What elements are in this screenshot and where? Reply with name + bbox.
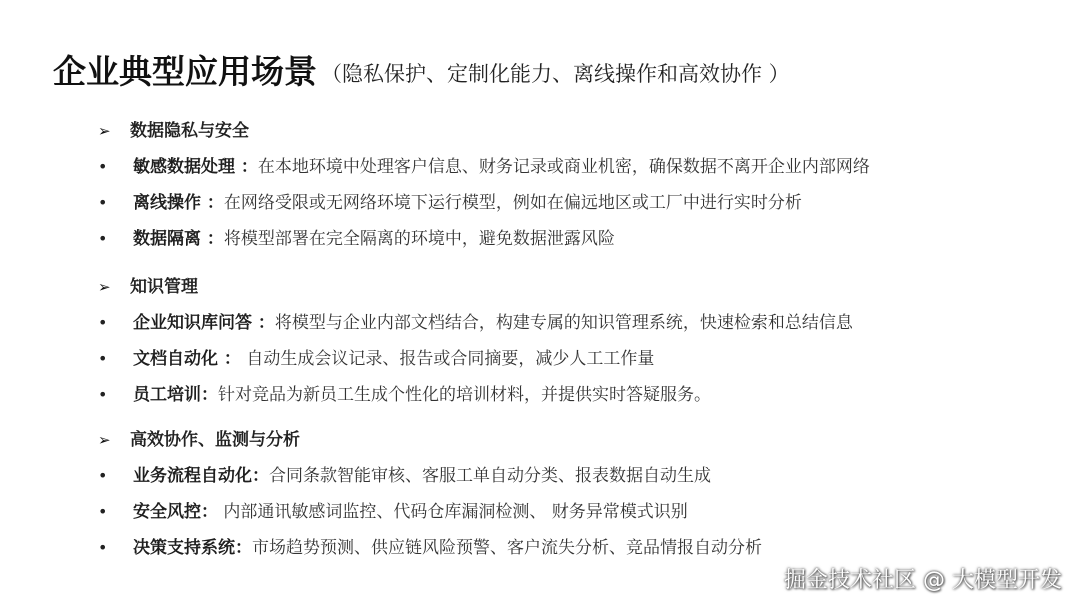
item-description: 合同条款智能审核、客服工单自动分类、报表数据自动生成 <box>269 466 711 486</box>
list-item-text <box>133 530 762 566</box>
list-item <box>98 530 1060 566</box>
dot-bullet-icon: • <box>98 313 108 332</box>
section-knowledge-management <box>98 269 1060 413</box>
item-label: 安全风控： <box>133 502 218 522</box>
section-heading <box>98 269 1060 305</box>
list-item-text <box>133 458 711 494</box>
item-label: 敏感数据处理 ： <box>133 157 258 177</box>
list-item-text <box>133 305 853 341</box>
section-heading-text: 高效协作、监测与分析 <box>130 430 300 450</box>
dot-bullet-icon: • <box>98 193 108 212</box>
item-label: 员工培训： <box>133 385 218 405</box>
item-description: 在本地环境中处理客户信息、财务记录或商业机密，确保数据不离开企业内部网络 <box>257 157 870 177</box>
item-label: 文档自动化 ： <box>133 349 241 369</box>
section-data-privacy <box>98 113 1060 257</box>
item-description: 内部通讯敏感词监控、代码仓库漏洞检测、 财务异常模式识别 <box>218 502 688 522</box>
item-label: 数据隔离 ： <box>133 229 224 249</box>
dot-bullet-icon: • <box>98 502 108 521</box>
list-item <box>98 494 1060 530</box>
dot-bullet-icon: • <box>98 385 108 404</box>
list-item-text <box>133 149 870 185</box>
list-item-text <box>133 221 615 257</box>
item-description: 自动生成会议记录、报告或合同摘要，减少人工工作量 <box>240 349 655 369</box>
page-subtitle: （隐私保护、定制化能力、离线操作和高效协作 ） <box>321 62 790 86</box>
item-description: 将模型与企业内部文档结合，构建专属的知识管理系统，快速检索和总结信息 <box>274 313 853 333</box>
item-description: 在网络受限或无网络环境下运行模型，例如在偏远地区或工厂中进行实时分析 <box>223 193 802 213</box>
list-item <box>98 185 1060 221</box>
item-label: 离线操作 ： <box>133 193 224 213</box>
section-heading <box>98 422 1060 458</box>
item-description: 针对竞品为新员工生成个性化的培训材料，并提供实时答疑服务。 <box>218 385 711 405</box>
item-description: 市场趋势预测、供应链风险预警、客户流失分析、竞品情报自动分析 <box>252 538 762 558</box>
list-item-text <box>133 341 654 377</box>
arrow-bullet-icon: ➢ <box>98 431 111 449</box>
section-heading-text: 知识管理 <box>130 277 198 297</box>
list-item <box>98 377 1060 413</box>
arrow-bullet-icon: ➢ <box>98 278 111 296</box>
list-item <box>98 221 1060 257</box>
list-item <box>98 149 1060 185</box>
list-item-text <box>133 494 688 530</box>
item-label: 业务流程自动化： <box>133 466 269 486</box>
page-title: 企业典型应用场景 <box>53 52 317 91</box>
list-item-text <box>133 185 802 221</box>
arrow-bullet-icon: ➢ <box>98 122 111 140</box>
page-title-row <box>53 48 790 94</box>
list-item-text <box>133 377 711 413</box>
dot-bullet-icon: • <box>98 538 108 557</box>
section-heading-text: 数据隐私与安全 <box>130 121 249 141</box>
section-collaboration-monitoring <box>98 422 1060 566</box>
dot-bullet-icon: • <box>98 466 108 485</box>
item-label: 决策支持系统： <box>133 538 252 558</box>
dot-bullet-icon: • <box>98 349 108 368</box>
watermark: 掘金技术社区 @ 大模型开发 <box>784 568 1062 593</box>
list-item <box>98 341 1060 377</box>
list-item <box>98 458 1060 494</box>
dot-bullet-icon: • <box>98 229 108 248</box>
list-item <box>98 305 1060 341</box>
dot-bullet-icon: • <box>98 157 108 176</box>
item-description: 将模型部署在完全隔离的环境中，避免数据泄露风险 <box>223 229 615 249</box>
item-label: 企业知识库问答 ： <box>133 313 275 333</box>
section-heading <box>98 113 1060 149</box>
